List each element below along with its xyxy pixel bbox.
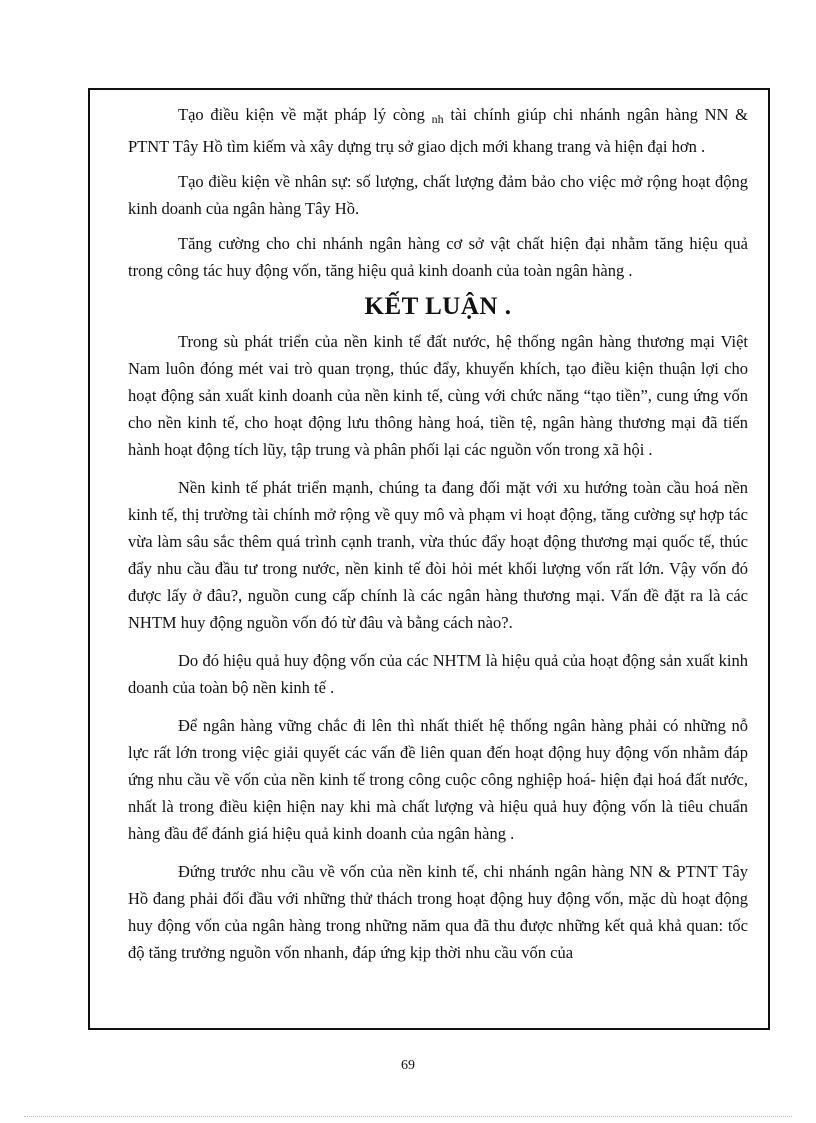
paragraph-conclusion-3: Do đó hiệu quả huy động vốn của các NHTM là hiệu quả của hoạt động sản xuất kinh doanh của toàn bộ nền kinh tế . [128,651,748,697]
page-bottom-dotted-rule [24,1116,792,1117]
page-border-right [768,88,770,1030]
paragraph-conclusion-5: Đứng trước nhu cầu về vốn của nền kinh tế, chi nhánh ngân hàng NN & PTNT Tây Hồ đang phải đối đầu với những thử thách trong hoạt động huy động vốn, mặc dù hoạt động huy động vốn của ngân hàng trong những năm qua đã thu được những kết quả khả quan: tốc độ tăng trưởng nguồn vốn nhanh, đáp ứng kịp thời nhu cầu vốn của [128,862,748,962]
page-content [128,101,748,977]
paragraph-personnel-conditions: Tạo điều kiện về nhân sự: số lượng, chất lượng đảm bảo cho việc mở rộng hoạt động kinh doanh của ngân hàng Tây Hồ. [128,172,748,218]
paragraph-legal-conditions-subscript: nh [431,112,444,126]
paragraph-legal-conditions-start: Tạo điều kiện về mặt pháp lý còng [178,105,425,124]
section-heading-conclusion: KẾT LUẬN . [364,293,512,320]
page-border-left [88,88,90,1030]
paragraph-legal-conditions-end: tài chính giúp chi nhánh ngân hàng NN & PTNT Tây Hồ tìm kiếm và xây dựng trụ sở giao dịch mới khang trang và hiện đại hơn . [128,105,749,156]
paragraph-facilities: Tăng cường cho chi nhánh ngân hàng cơ sở vật chất hiện đại nhằm tăng hiệu quả trong công tác huy động vốn, tăng hiệu quả kinh doanh của toàn ngân hàng . [128,234,748,280]
page-border-bottom [88,1028,770,1030]
paragraph-conclusion-4: Để ngân hàng vững chắc đi lên thì nhất thiết hệ thống ngân hàng phải có những nỗ lực rất lớn trong việc giải quyết các vấn đề liên quan đến hoạt động huy động vốn nhằm đáp ứng nhu cầu về vốn của nền kinh tế trong công cuộc công nghiệp hoá- hiện đại hoá đất nước, nhất là trong điều kiện hiện nay khi mà chất lượng và hiệu quả huy động vốn là tiêu chuẩn hàng đầu để đánh giá hiệu quả kinh doanh của ngân hàng . [128,716,748,843]
page-border-top [88,88,770,90]
paragraph-legal-conditions [128,101,748,160]
paragraph-conclusion-1: Trong sù phát triển của nền kinh tế đất nước, hệ thống ngân hàng thương mại Việt Nam luôn đóng mét vai trò quan trọng, thúc đẩy, khuyến khích, tạo điều kiện thuận lợi cho hoạt động sản xuất kinh doanh của nền kinh tế, cùng với chức năng “tạo tiền”, cung ứng vốn cho nền kinh tế, cho hoạt động lưu thông hàng hoá, tiền tệ, ngân hàng thương mại đã tiến hành hoạt động tích lũy, tập trung và phân phối lại các nguồn vốn trong xã hội . [128,332,748,459]
page-number: 69 [401,1058,415,1073]
paragraph-conclusion-2: Nền kinh tế phát triển mạnh, chúng ta đang đối mặt với xu hướng toàn cầu hoá nền kinh tế, thị trường tài chính mở rộng về quy mô và phạm vi hoạt động, tăng cường sự hợp tác vừa làm sâu sắc thêm quá trình cạnh tranh, vừa thúc đẩy hoạt động thương mại quốc tế, thúc đẩy nhu cầu đầu tư trong nước, nền kinh tế đòi hỏi mét khối lượng vốn rất lớn. Vậy vốn đó được lấy ở đâu?, nguồn cung cấp chính là các ngân hàng thương mại. Vấn đề đặt ra là các NHTM huy động nguồn vốn đó từ đâu và bằng cách nào?. [128,478,748,632]
